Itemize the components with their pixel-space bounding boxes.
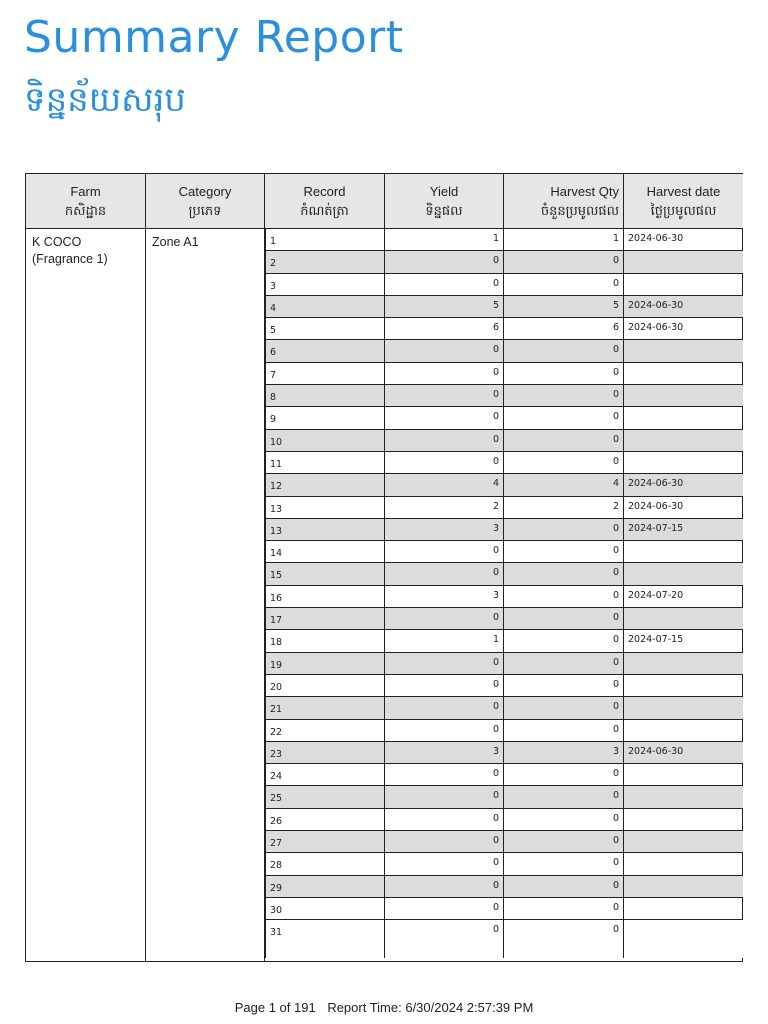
yield-cell: [385, 675, 504, 696]
record-cell-text: 30: [270, 904, 283, 916]
harvest-date-cell-text: 2024-06-30: [628, 745, 684, 757]
harvest-qty-cell-text: 3: [612, 745, 619, 757]
record-cell-text: 5: [270, 325, 277, 337]
harvest-qty-cell: [504, 474, 624, 495]
yield-cell: [385, 474, 504, 495]
harvest-qty-cell: [504, 407, 624, 428]
record-cell: [265, 809, 385, 830]
record-cell-text: 16: [270, 592, 283, 604]
harvest-date-cell: [624, 296, 743, 317]
record-cell-text: 25: [270, 793, 283, 805]
record-cell: [265, 430, 385, 451]
record-cell-text: 8: [270, 392, 277, 404]
harvest-date-cell: [624, 563, 743, 584]
report-time: Report Time: 6/30/2024 2:57:39 PM: [327, 1000, 534, 1015]
record-cell-text: 10: [270, 436, 283, 448]
column-header-label-khmer: កំណត់ត្រា: [300, 203, 349, 218]
harvest-date-cell: [624, 452, 743, 473]
harvest-qty-cell: [504, 876, 624, 897]
column-header-label-khmer: ថ្ងៃប្រមូលផល: [650, 203, 717, 218]
table-row: [265, 430, 743, 452]
harvest-qty-cell-text: 0: [612, 277, 619, 289]
record-cell-text: 15: [270, 570, 283, 582]
harvest-date-cell: [624, 586, 743, 607]
yield-cell-text: 3: [492, 522, 499, 534]
yield-cell-text: 1: [492, 634, 499, 646]
harvest-date-cell: [624, 363, 743, 384]
category-cell: Zone A1: [146, 229, 265, 961]
harvest-qty-cell-text: 0: [612, 901, 619, 913]
harvest-qty-cell-text: 0: [612, 634, 619, 646]
record-cell-text: 12: [270, 481, 283, 493]
record-cell-text: 21: [270, 704, 283, 716]
yield-cell-text: 0: [492, 768, 499, 780]
table-row: [265, 452, 743, 474]
column-header-farm: [26, 174, 146, 228]
harvest-qty-cell: [504, 898, 624, 919]
harvest-qty-cell: [504, 630, 624, 651]
yield-cell: [385, 697, 504, 718]
table-row: [265, 586, 743, 608]
yield-cell-text: 0: [492, 433, 499, 445]
harvest-qty-cell-text: 0: [612, 790, 619, 802]
yield-cell: [385, 251, 504, 272]
yield-cell-text: 0: [492, 366, 499, 378]
table-row: [265, 898, 743, 920]
yield-cell: [385, 407, 504, 428]
harvest-date-cell: [624, 809, 743, 830]
yield-cell: [385, 563, 504, 584]
harvest-qty-cell-text: 0: [612, 678, 619, 690]
table-row: [265, 720, 743, 742]
yield-cell-text: 0: [492, 901, 499, 913]
table-row: [265, 251, 743, 273]
summary-table: [25, 173, 743, 962]
harvest-date-cell: [624, 742, 743, 763]
record-cell-text: 23: [270, 748, 283, 760]
harvest-date-cell: [624, 608, 743, 629]
yield-cell: [385, 876, 504, 897]
yield-cell: [385, 653, 504, 674]
record-cell-text: 6: [270, 347, 277, 359]
record-cell: [265, 898, 385, 919]
harvest-qty-cell: [504, 229, 624, 250]
harvest-date-cell: [624, 407, 743, 428]
record-cell-text: 24: [270, 771, 283, 783]
harvest-qty-cell: [504, 318, 624, 339]
record-cell: [265, 541, 385, 562]
record-cell-text: 18: [270, 637, 283, 649]
harvest-date-cell-text: 2024-07-15: [628, 634, 684, 646]
column-header-category: [146, 174, 265, 228]
table-row: [265, 318, 743, 340]
record-cell: [265, 920, 385, 958]
harvest-qty-cell-text: 0: [612, 701, 619, 713]
harvest-date-cell: [624, 675, 743, 696]
harvest-qty-cell-text: 0: [612, 879, 619, 891]
record-cell: [265, 786, 385, 807]
harvest-qty-cell: [504, 742, 624, 763]
yield-cell: [385, 742, 504, 763]
harvest-qty-cell: [504, 764, 624, 785]
yield-cell: [385, 497, 504, 518]
table-row: [265, 363, 743, 385]
record-cell: [265, 385, 385, 406]
yield-cell-text: 0: [492, 255, 499, 267]
record-cell-text: 22: [270, 726, 283, 738]
yield-cell-text: 3: [492, 589, 499, 601]
harvest-qty-cell: [504, 563, 624, 584]
harvest-qty-cell: [504, 853, 624, 874]
harvest-qty-cell-text: 0: [612, 389, 619, 401]
yield-cell: [385, 720, 504, 741]
harvest-qty-cell-text: 0: [612, 857, 619, 869]
yield-cell-text: 0: [492, 455, 499, 467]
harvest-qty-cell: [504, 363, 624, 384]
page-footer: [0, 1000, 768, 1015]
yield-cell: [385, 430, 504, 451]
yield-cell: [385, 809, 504, 830]
record-rows: [265, 229, 743, 958]
yield-cell: [385, 920, 504, 958]
page-number: Page 1 of 191: [234, 1000, 316, 1015]
yield-cell-text: 0: [492, 857, 499, 869]
harvest-qty-cell: [504, 452, 624, 473]
harvest-qty-cell: [504, 809, 624, 830]
yield-cell-text: 6: [492, 322, 499, 334]
harvest-qty-cell-text: 4: [612, 478, 619, 490]
table-row: [265, 742, 743, 764]
record-cell-text: 14: [270, 548, 283, 560]
yield-cell-text: 1: [492, 233, 499, 244]
yield-cell-text: 0: [492, 701, 499, 713]
yield-cell-text: 0: [492, 835, 499, 847]
record-cell: [265, 853, 385, 874]
table-row: [265, 274, 743, 296]
harvest-date-cell: [624, 519, 743, 540]
harvest-qty-cell: [504, 340, 624, 361]
harvest-qty-cell-text: 0: [612, 812, 619, 824]
table-row: [265, 519, 743, 541]
table-header: [26, 174, 742, 229]
table-row: [265, 407, 743, 429]
yield-cell: [385, 385, 504, 406]
harvest-qty-cell: [504, 831, 624, 852]
table-row: [265, 697, 743, 719]
table-row: [265, 385, 743, 407]
harvest-qty-cell-text: 0: [612, 589, 619, 601]
table-row: [265, 809, 743, 831]
record-cell: [265, 742, 385, 763]
harvest-date-cell-text: 2024-06-30: [628, 478, 684, 490]
harvest-date-cell: [624, 385, 743, 406]
harvest-qty-cell-text: 2: [612, 500, 619, 512]
table-row: [265, 497, 743, 519]
table-row: [265, 474, 743, 496]
yield-cell: [385, 764, 504, 785]
harvest-date-cell: [624, 720, 743, 741]
record-cell-text: 11: [270, 458, 283, 470]
yield-cell-text: 0: [492, 344, 499, 356]
column-header-label-khmer: ទិន្នផល: [425, 203, 463, 218]
record-cell: [265, 653, 385, 674]
table-row: [265, 229, 743, 251]
record-cell-text: 7: [270, 369, 277, 381]
yield-cell: [385, 898, 504, 919]
yield-cell: [385, 608, 504, 629]
record-cell: [265, 608, 385, 629]
yield-cell-text: 0: [492, 545, 499, 557]
harvest-qty-cell: [504, 720, 624, 741]
table-row: [265, 920, 743, 958]
yield-cell-text: 0: [492, 567, 499, 579]
record-cell-text: 19: [270, 659, 283, 671]
column-header-harvest-date: [624, 174, 743, 228]
table-row: [265, 831, 743, 853]
yield-cell-text: 0: [492, 879, 499, 891]
record-cell: [265, 229, 385, 250]
harvest-date-cell: [624, 630, 743, 651]
record-cell-text: 29: [270, 882, 283, 894]
harvest-qty-cell-text: 0: [612, 656, 619, 668]
harvest-qty-cell: [504, 675, 624, 696]
column-header-label-khmer: ប្រភេទ: [188, 203, 222, 218]
harvest-date-cell: [624, 786, 743, 807]
record-cell: [265, 720, 385, 741]
harvest-date-cell: [624, 653, 743, 674]
yield-cell: [385, 519, 504, 540]
harvest-qty-cell: [504, 274, 624, 295]
table-row: [265, 563, 743, 585]
yield-cell-text: 2: [492, 500, 499, 512]
farm-cell: K COCO (Fragrance 1): [26, 229, 146, 961]
harvest-date-cell-text: 2024-06-30: [628, 299, 684, 311]
yield-cell-text: 0: [492, 656, 499, 668]
record-cell: [265, 876, 385, 897]
column-header-label: Harvest Qty: [550, 184, 619, 199]
record-cell: [265, 831, 385, 852]
harvest-qty-cell-text: 0: [612, 768, 619, 780]
yield-cell-text: 0: [492, 812, 499, 824]
harvest-date-cell: [624, 764, 743, 785]
record-cell: [265, 563, 385, 584]
harvest-qty-cell: [504, 697, 624, 718]
record-cell-text: 26: [270, 815, 283, 827]
harvest-date-cell: [624, 898, 743, 919]
record-cell-text: 13: [270, 525, 283, 537]
table-row: [265, 853, 743, 875]
yield-cell: [385, 296, 504, 317]
harvest-qty-cell-text: 0: [612, 567, 619, 579]
column-header-label: Harvest date: [646, 184, 721, 199]
harvest-qty-cell-text: 0: [612, 433, 619, 445]
record-cell: [265, 519, 385, 540]
record-cell-text: 27: [270, 838, 283, 850]
column-header-record: [265, 174, 385, 228]
harvest-date-cell: [624, 474, 743, 495]
harvest-qty-cell-text: 0: [612, 255, 619, 267]
table-row: [265, 608, 743, 630]
yield-cell-text: 0: [492, 723, 499, 735]
record-cell: [265, 452, 385, 473]
report-title: Summary Report: [24, 12, 404, 63]
record-cell-text: 13: [270, 503, 283, 515]
record-cell: [265, 764, 385, 785]
harvest-date-cell: [624, 229, 743, 250]
harvest-qty-cell: [504, 251, 624, 272]
record-cell: [265, 340, 385, 361]
harvest-qty-cell-text: 0: [612, 612, 619, 624]
column-header-harvest-qty: [504, 174, 624, 228]
harvest-qty-cell-text: 6: [612, 322, 619, 334]
record-cell-text: 4: [270, 302, 277, 314]
harvest-qty-cell-text: 5: [612, 299, 619, 311]
yield-cell-text: 4: [492, 478, 499, 490]
record-cell: [265, 697, 385, 718]
column-header-label: Yield: [429, 184, 459, 199]
yield-cell: [385, 274, 504, 295]
column-header-label: Record: [303, 184, 346, 199]
record-cell-text: 28: [270, 860, 283, 872]
harvest-qty-cell-text: 0: [612, 835, 619, 847]
harvest-date-cell-text: 2024-07-15: [628, 522, 684, 534]
harvest-qty-cell: [504, 385, 624, 406]
yield-cell: [385, 541, 504, 562]
harvest-qty-cell-text: 0: [612, 924, 619, 936]
table-row: [265, 296, 743, 318]
yield-cell: [385, 853, 504, 874]
harvest-date-cell: [624, 831, 743, 852]
record-cell: [265, 586, 385, 607]
record-cell-text: 20: [270, 681, 283, 693]
table-row: [265, 630, 743, 652]
harvest-date-cell: [624, 920, 743, 958]
column-header-yield: [385, 174, 504, 228]
table-row: [265, 786, 743, 808]
yield-cell-text: 0: [492, 924, 499, 936]
harvest-qty-cell: [504, 541, 624, 562]
harvest-qty-cell: [504, 786, 624, 807]
harvest-qty-cell: [504, 653, 624, 674]
table-row: [265, 876, 743, 898]
harvest-qty-cell-text: 0: [612, 545, 619, 557]
harvest-qty-cell-text: 0: [612, 522, 619, 534]
harvest-qty-cell: [504, 608, 624, 629]
harvest-date-cell: [624, 251, 743, 272]
record-cell: [265, 474, 385, 495]
record-cell-text: 31: [270, 927, 283, 939]
yield-cell: [385, 452, 504, 473]
harvest-qty-cell: [504, 497, 624, 518]
harvest-qty-cell: [504, 586, 624, 607]
harvest-date-cell-text: 2024-06-30: [628, 233, 684, 244]
yield-cell-text: 0: [492, 389, 499, 401]
harvest-qty-cell-text: 1: [612, 233, 619, 244]
yield-cell-text: 3: [492, 745, 499, 757]
yield-cell-text: 0: [492, 277, 499, 289]
yield-cell-text: 0: [492, 411, 499, 423]
record-cell: [265, 407, 385, 428]
harvest-qty-cell-text: 0: [612, 411, 619, 423]
record-cell-text: 1: [270, 236, 277, 247]
report-title-khmer: ទិន្នន័យសរុប: [24, 80, 186, 120]
harvest-qty-cell: [504, 296, 624, 317]
record-cell: [265, 318, 385, 339]
yield-cell: [385, 586, 504, 607]
harvest-date-cell: [624, 340, 743, 361]
yield-cell: [385, 363, 504, 384]
record-cell: [265, 363, 385, 384]
harvest-date-cell: [624, 697, 743, 718]
harvest-date-cell: [624, 430, 743, 451]
harvest-date-cell-text: 2024-07-20: [628, 589, 684, 601]
harvest-qty-cell-text: 0: [612, 723, 619, 735]
yield-cell-text: 0: [492, 678, 499, 690]
record-cell: [265, 497, 385, 518]
column-header-label: Farm: [70, 184, 101, 199]
record-cell-text: 2: [270, 258, 277, 270]
harvest-date-cell: [624, 318, 743, 339]
column-header-label-khmer: កសិដ្ឋាន: [64, 203, 107, 218]
harvest-qty-cell: [504, 519, 624, 540]
yield-cell: [385, 630, 504, 651]
record-cell-text: 9: [270, 414, 277, 426]
yield-cell: [385, 831, 504, 852]
harvest-date-cell: [624, 853, 743, 874]
table-row: [265, 764, 743, 786]
record-cell-text: 17: [270, 615, 283, 627]
harvest-qty-cell: [504, 430, 624, 451]
harvest-date-cell-text: 2024-06-30: [628, 322, 684, 334]
yield-cell-text: 5: [492, 299, 499, 311]
harvest-qty-cell-text: 0: [612, 344, 619, 356]
yield-cell-text: 0: [492, 790, 499, 802]
harvest-date-cell: [624, 497, 743, 518]
table-row: [265, 653, 743, 675]
record-cell: [265, 251, 385, 272]
harvest-date-cell: [624, 541, 743, 562]
table-row: [265, 541, 743, 563]
record-cell: [265, 274, 385, 295]
yield-cell: [385, 318, 504, 339]
yield-cell-text: 0: [492, 612, 499, 624]
harvest-date-cell: [624, 274, 743, 295]
table-row: [265, 675, 743, 697]
harvest-date-cell: [624, 876, 743, 897]
harvest-qty-cell-text: 0: [612, 366, 619, 378]
harvest-qty-cell-text: 0: [612, 455, 619, 467]
column-header-label: Category: [178, 184, 232, 199]
column-header-label-khmer: ចំនួនប្រមូលផល: [540, 203, 619, 218]
record-cell: [265, 630, 385, 651]
yield-cell: [385, 786, 504, 807]
harvest-qty-cell: [504, 920, 624, 958]
record-cell: [265, 296, 385, 317]
yield-cell: [385, 229, 504, 250]
table-row: [265, 340, 743, 362]
record-cell-text: 3: [270, 280, 277, 292]
harvest-date-cell-text: 2024-06-30: [628, 500, 684, 512]
record-cell: [265, 675, 385, 696]
yield-cell: [385, 340, 504, 361]
